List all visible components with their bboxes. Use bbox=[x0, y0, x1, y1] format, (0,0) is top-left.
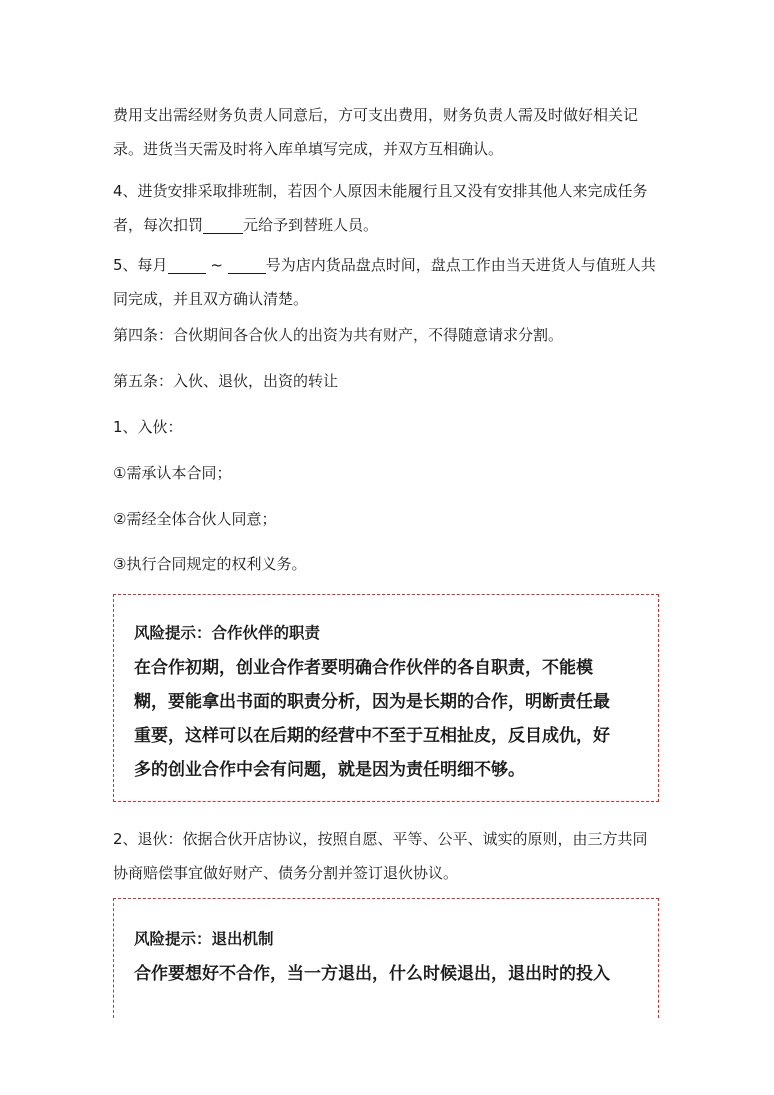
fill-in-blank bbox=[168, 255, 206, 274]
paragraph-expense-approval bbox=[113, 98, 661, 166]
risk-tip-line: 多的创业合作中会有问题，就是因为责任明细不够。 bbox=[134, 760, 525, 780]
text-segment: 者，每次扣罚 bbox=[113, 216, 204, 234]
text-segment: 5、每月 bbox=[113, 256, 168, 274]
text-line bbox=[113, 208, 661, 242]
risk-tip-line: 在合作初期，创业合作者要明确合作伙伴的各自职责，不能模 bbox=[134, 658, 593, 678]
risk-tip-title: 风险提示：退出机制 bbox=[134, 930, 274, 948]
risk-tip-line: 合作要想好不合作，当一方退出，什么时候退出，退出时的投入 bbox=[134, 964, 610, 984]
fill-in-blank bbox=[228, 255, 266, 274]
article-five: 第五条：入伙、退伙，出资的转让 bbox=[113, 372, 339, 390]
text-line: 协商赔偿事宜做好财产、债务分割并签订退伙协议。 bbox=[113, 864, 459, 882]
join-item: ③执行合同规定的权利义务。 bbox=[113, 555, 307, 573]
join-heading: 1、入伙： bbox=[113, 418, 183, 436]
text-line: 费用支出需经财务负责人同意后，方可支出费用，财务负责人需及时做好相关记 bbox=[113, 106, 639, 124]
risk-tip-box-exit-mechanism bbox=[113, 898, 659, 1018]
text-line: 录。进货当天需及时将入库单填写完成，并双方互相确认。 bbox=[113, 140, 504, 158]
text-segment: 号为店内货品盘点时间，盘点工作由当天进货人与值班人共 bbox=[265, 256, 656, 274]
risk-tip-box-partner-duties bbox=[113, 594, 659, 802]
text-segment: ~ bbox=[210, 256, 223, 274]
text-segment: 元给予到替班人员。 bbox=[243, 216, 379, 234]
risk-tip-line: 重要，这样可以在后期的经营中不至于互相扯皮，反目成仇，好 bbox=[134, 726, 610, 746]
risk-tip-title: 风险提示：合作伙伴的职责 bbox=[134, 624, 321, 642]
text-line: 4、进货安排采取排班制，若因个人原因未能履行且又没有安排其他人来完成任务 bbox=[113, 182, 648, 200]
join-item: ②需经全体合伙人同意； bbox=[113, 510, 277, 528]
paragraph-inventory-check bbox=[113, 248, 661, 316]
fill-in-blank bbox=[203, 215, 243, 234]
paragraph-withdrawal bbox=[113, 822, 661, 890]
paragraph-shift-arrangement bbox=[113, 174, 661, 242]
risk-tip-body bbox=[134, 957, 610, 991]
text-line bbox=[113, 248, 661, 282]
risk-tip-body bbox=[134, 651, 610, 787]
risk-tip-line: 糊，要能拿出书面的职责分析，因为是长期的合作，明断责任最 bbox=[134, 692, 610, 712]
text-line: 同完成，并且双方确认清楚。 bbox=[113, 290, 309, 308]
article-four: 第四条：合伙期间各合伙人的出资为共有财产，不得随意请求分割。 bbox=[113, 326, 564, 344]
join-item: ①需承认本合同； bbox=[113, 464, 232, 482]
text-line: 2、退伙：依据合伙开店协议，按照自愿、平等、公平、诚实的原则，由三方共同 bbox=[113, 830, 648, 848]
